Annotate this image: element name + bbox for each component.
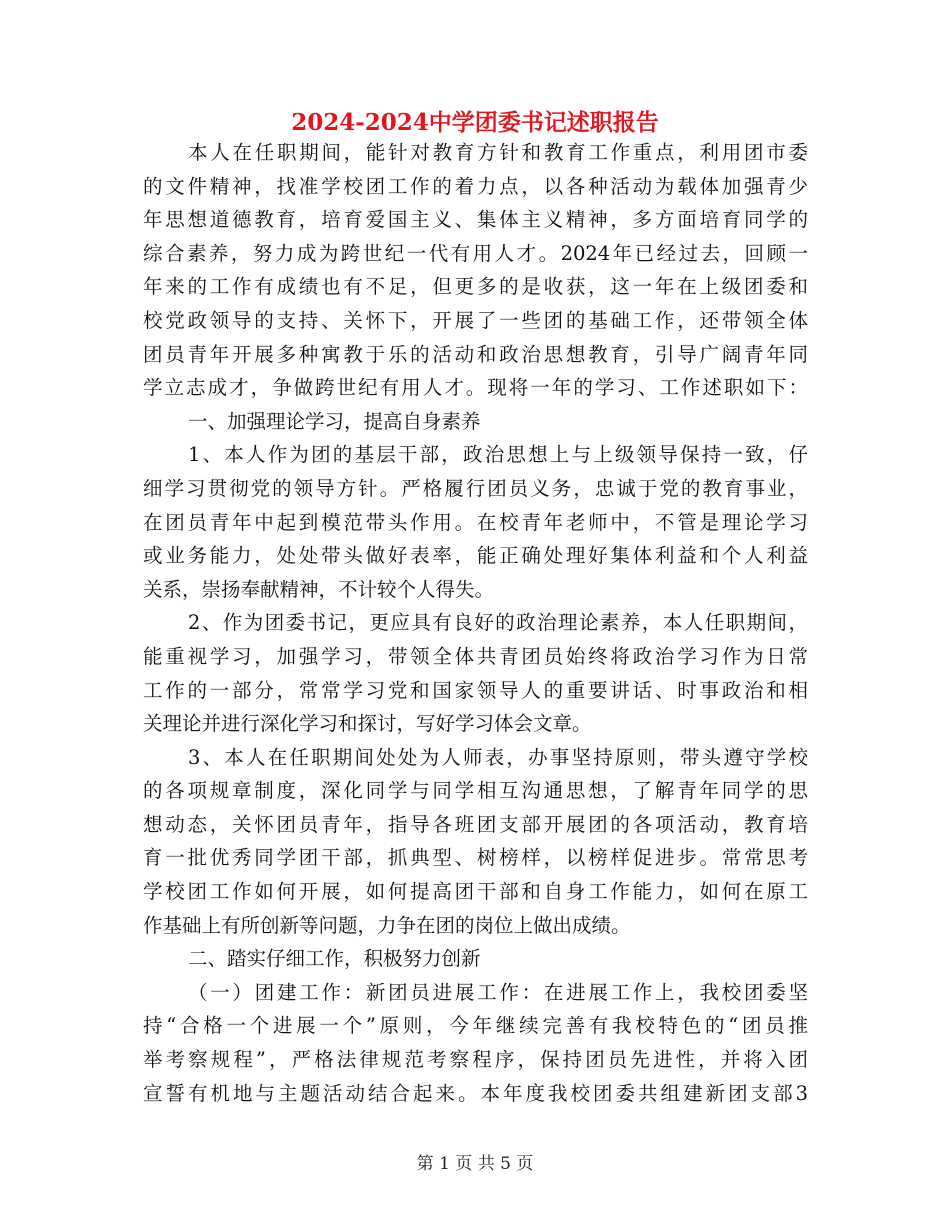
document-body bbox=[143, 136, 808, 1110]
paragraph-line: 校党政领导的支持、关怀下，开展了一些团的基础工作，还带领全体 bbox=[143, 308, 808, 332]
paragraph-line: 作基础上有所创新等问题，力争在团的岗位上做出成绩。 bbox=[143, 913, 631, 937]
paragraph-line: 举考察规程”，严格法律规范考察程序，保持团员先进性，并将入团 bbox=[143, 1048, 808, 1072]
paragraph-line: 关系，崇扬奉献精神，不计较个人得失。 bbox=[143, 577, 495, 601]
paragraph-line: 1、本人作为团的基层干部，政治思想上与上级领导保持一致，仔 bbox=[188, 443, 808, 467]
paragraph-line: 2、作为团委书记，更应具有良好的政治理论素养，本人任职期间， bbox=[188, 611, 808, 635]
paragraph-line: 关理论并进行深化学习和探讨，写好学习体会文章。 bbox=[143, 712, 592, 736]
paragraph-line: 3、本人在任职期间处处为人师表，办事坚持原则，带头遵守学校 bbox=[188, 745, 808, 769]
section-heading: 一、加强理论学习，提高自身素养 bbox=[188, 409, 481, 433]
paragraph-line: （一）团建工作：新团员进展工作：在进展工作上，我校团委坚 bbox=[188, 980, 808, 1004]
paragraph-line: 本人在任职期间，能针对教育方针和教育工作重点，利用团市委 bbox=[188, 141, 808, 164]
document-title: 2024-2024中学团委书记述职报告 bbox=[291, 109, 659, 136]
paragraph-line: 细学习贯彻党的领导方针。严格履行团员义务，忠诚于党的教育事业， bbox=[143, 476, 808, 500]
paragraph-line: 的各项规章制度，深化同学与同学相互沟通思想，了解青年同学的思 bbox=[143, 779, 808, 803]
paragraph-line: 持“合格一个进展一个”原则，今年继续完善有我校特色的“团员推 bbox=[143, 1014, 808, 1038]
paragraph-line: 的文件精神，找准学校团工作的着力点，以各种活动为载体加强青少 bbox=[143, 174, 808, 198]
paragraph-line: 或业务能力，处处带头做好表率，能正确处理好集体利益和个人利益 bbox=[143, 544, 808, 568]
paragraph-line: 年思想道德教育，培育爱国主义、集体主义精神，多方面培育同学的 bbox=[143, 208, 808, 232]
paragraph-line: 学校团工作如何开展，如何提高团干部和自身工作能力，如何在原工 bbox=[143, 880, 808, 904]
paragraph-line: 综合素养，努力成为跨世纪一代有用人才。2024年已经过去，回顾一 bbox=[143, 241, 808, 265]
paragraph-line: 年来的工作有成绩也有不足，但更多的是收获，这一年在上级团委和 bbox=[143, 275, 808, 299]
page-number: 第 1 页 共 5 页 bbox=[416, 1154, 534, 1174]
paragraph-line: 在团员青年中起到模范带头作用。在校青年老师中，不管是理论学习 bbox=[143, 510, 808, 534]
paragraph-line: 学立志成才，争做跨世纪有用人才。现将一年的学习、工作述职如下： bbox=[143, 376, 808, 400]
paragraph-line: 团员青年开展多种寓教于乐的活动和政治思想教育，引导广阔青年同 bbox=[143, 342, 808, 366]
paragraph-line: 宣誓有机地与主题活动结合起来。本年度我校团委共组建新团支部3 bbox=[143, 1081, 808, 1105]
paragraph-line: 育一批优秀同学团干部，抓典型、树榜样，以榜样促进步。常常思考 bbox=[143, 846, 808, 870]
section-heading: 二、踏实仔细工作，积极努力创新 bbox=[188, 947, 481, 971]
paragraph-line: 工作的一部分，常常学习党和国家领导人的重要讲话、时事政治和相 bbox=[143, 678, 808, 702]
paragraph-line: 能重视学习，加强学习，带领全体共青团员始终将政治学习作为日常 bbox=[143, 644, 808, 668]
paragraph-line: 想动态，关怀团员青年，指导各班团支部开展团的各项活动，教育培 bbox=[143, 812, 808, 836]
